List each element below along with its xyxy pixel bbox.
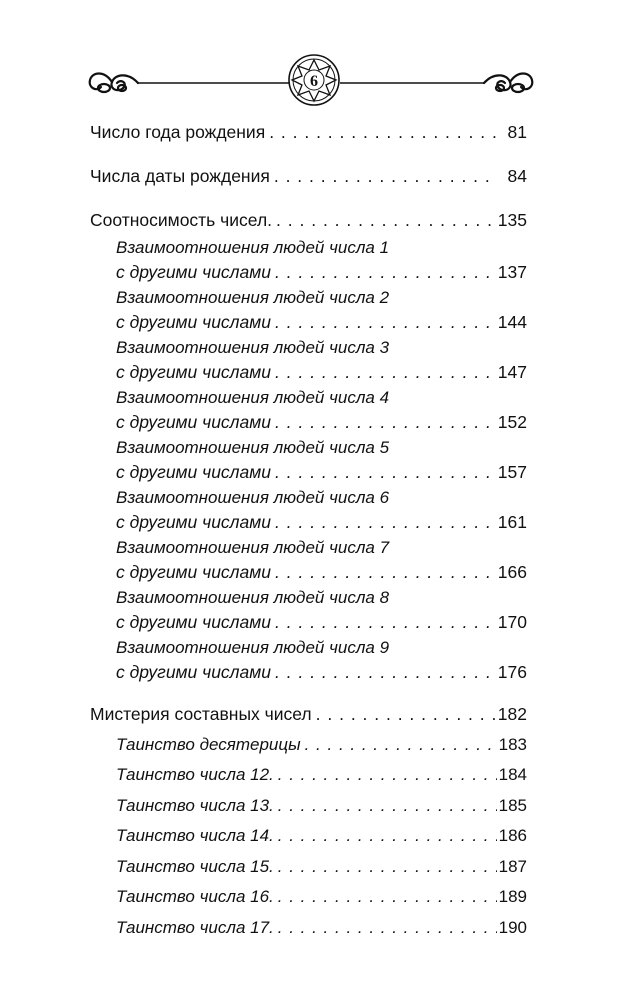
page-number: 6 — [310, 73, 318, 90]
toc-subentry-page: 190 — [498, 917, 527, 937]
toc-subentry-page: 186 — [498, 826, 527, 845]
dot-leader — [274, 824, 497, 848]
right-flourish-icon — [484, 74, 532, 93]
toc-subentry-page: 152 — [497, 412, 527, 432]
toc-subentry[interactable] — [90, 916, 527, 940]
dot-leader — [271, 460, 497, 484]
table-of-contents — [90, 120, 527, 940]
toc-subentry-title: Взаимоотношения людей числа 1 — [116, 238, 390, 257]
toc-subentry[interactable] — [90, 855, 527, 879]
dot-leader — [271, 510, 497, 534]
toc-subentry[interactable] — [90, 636, 527, 684]
toc-subentry-title: Таинство числа 17. — [116, 917, 274, 937]
toc-subentry[interactable] — [90, 286, 527, 334]
dot-leader — [274, 885, 497, 909]
toc-subentry-page: 184 — [498, 765, 527, 784]
toc-subentry-title: Взаимоотношения людей числа 6 — [116, 488, 390, 507]
toc-subentry-title: Таинство числа 13. — [116, 795, 274, 815]
toc-subentry[interactable] — [90, 436, 527, 484]
toc-subentry-title-cont: с другими числами — [116, 562, 272, 582]
toc-entry-page: 84 — [507, 166, 527, 186]
toc-subentry[interactable] — [90, 486, 527, 534]
toc-subentry-page: 137 — [497, 262, 527, 282]
toc-subentry-title: Взаимоотношения людей числа 8 — [116, 588, 390, 607]
dot-leader — [274, 763, 497, 787]
toc-subentry-title-cont: с другими числами — [116, 312, 272, 332]
dot-leader — [312, 702, 497, 726]
dot-leader — [265, 120, 497, 144]
toc-subentry[interactable] — [90, 536, 527, 584]
dot-leader — [274, 794, 497, 818]
dot-leader — [274, 855, 497, 879]
toc-subentry-title: Взаимоотношения людей числа 7 — [116, 538, 390, 557]
toc-subentry-page: 170 — [497, 612, 527, 632]
toc-entry[interactable] — [90, 164, 527, 188]
toc-entry[interactable] — [90, 702, 527, 726]
toc-subentry-title: Таинство числа 12. — [116, 765, 274, 784]
toc-subentry-title-cont: с другими числами — [116, 362, 272, 382]
toc-subentry-page: 183 — [498, 734, 527, 754]
toc-subentry-title: Взаимоотношения людей числа 4 — [116, 388, 390, 407]
dot-leader — [272, 208, 497, 232]
dot-leader — [271, 260, 497, 284]
toc-entry-title: Числа даты рождения — [90, 166, 270, 186]
toc-subentry[interactable] — [90, 386, 527, 434]
dot-leader — [274, 916, 497, 940]
toc-subentry-page: 176 — [497, 662, 527, 682]
dot-leader — [301, 733, 497, 757]
dot-leader — [271, 360, 497, 384]
toc-subentry[interactable] — [90, 794, 527, 818]
toc-subentry-title: Таинство числа 14. — [116, 826, 274, 845]
toc-subentry[interactable] — [90, 885, 527, 909]
toc-subentry-title-cont: с другими числами — [116, 612, 272, 632]
toc-subentry-title-cont: с другими числами — [116, 462, 272, 482]
dot-leader — [271, 410, 497, 434]
toc-subentry[interactable] — [90, 336, 527, 384]
toc-subentry[interactable] — [90, 824, 527, 848]
toc-entry-page: 135 — [497, 210, 527, 230]
dot-leader — [271, 660, 497, 684]
dot-leader — [271, 610, 497, 634]
dot-leader — [270, 164, 497, 188]
toc-subentry-page: 157 — [497, 462, 527, 482]
toc-subentry-page: 161 — [497, 512, 527, 532]
toc-entry-title: Число года рождения — [90, 122, 266, 142]
toc-subentry-title-cont: с другими числами — [116, 662, 272, 682]
toc-subentry-title-cont: с другими числами — [116, 262, 272, 282]
toc-entry-page: 81 — [507, 122, 527, 142]
toc-subentry-title: Взаимоотношения людей числа 3 — [116, 338, 390, 357]
toc-subentry-page: 187 — [498, 856, 527, 876]
toc-subentry[interactable] — [90, 733, 527, 757]
toc-subentry[interactable] — [90, 763, 527, 787]
dot-leader — [271, 310, 497, 334]
toc-subentry-title: Таинство числа 15. — [116, 856, 274, 876]
toc-subentry-title: Взаимоотношения людей числа 2 — [116, 288, 390, 307]
left-flourish-icon — [90, 74, 138, 93]
toc-subentry[interactable] — [90, 586, 527, 634]
page-header — [0, 0, 619, 110]
toc-entry-page: 182 — [497, 704, 527, 724]
ornament-header — [0, 0, 619, 110]
toc-entry-title: Соотносимость чисел. — [90, 210, 273, 230]
toc-subentry-title: Таинство десятерицы — [116, 734, 301, 754]
toc-subentry-title: Взаимоотношения людей числа 5 — [116, 438, 390, 457]
toc-subentry-page: 147 — [497, 362, 527, 382]
toc-subentry[interactable] — [90, 236, 527, 284]
toc-subentry-page: 166 — [497, 562, 527, 582]
toc-entry-title: Мистерия составных чисел — [90, 704, 312, 724]
toc-subentry-page: 189 — [498, 887, 527, 906]
toc-subentry-title: Взаимоотношения людей числа 9 — [116, 638, 390, 657]
toc-subentry-page: 144 — [497, 312, 527, 332]
toc-subentry-page: 185 — [498, 795, 527, 815]
toc-subentry-title: Таинство числа 16. — [116, 887, 274, 906]
toc-subentry-title-cont: с другими числами — [116, 512, 272, 532]
dot-leader — [271, 560, 497, 584]
toc-entry[interactable] — [90, 120, 527, 144]
toc-subentry-title-cont: с другими числами — [116, 412, 272, 432]
toc-entry[interactable] — [90, 208, 527, 232]
